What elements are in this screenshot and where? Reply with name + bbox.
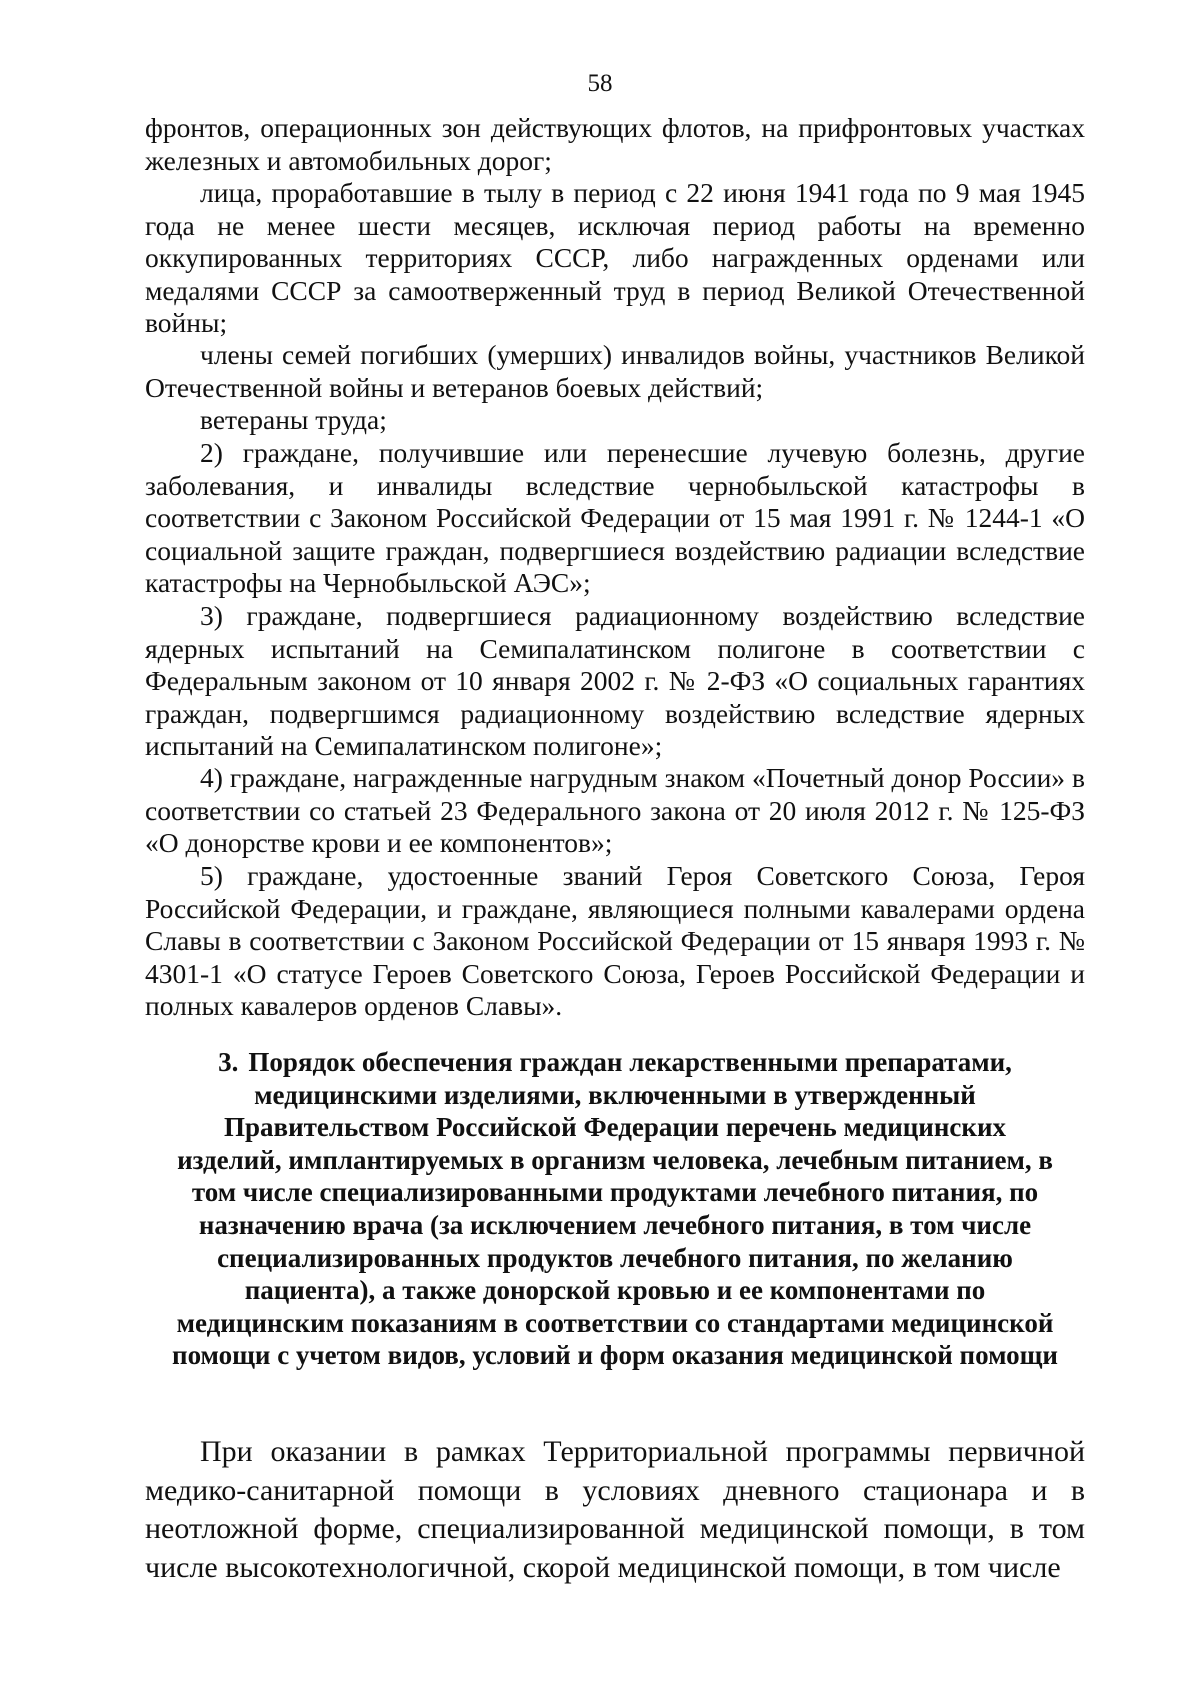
paragraph-block [145,762,1085,860]
paragraph: 5) граждане, удостоенные званий Героя Советского Союза, Героя Российской Федерации, и граждане, являющиеся полными кавалерами ордена Славы в соответствии с Законом Российской Федерации от 15 января 1993 г. № 4301-1 «О статусе Героев Советского Союза, Героев Российской Федерации и полных кавалеров орденов Славы». [145,860,1085,1021]
paragraph-block [145,404,1085,437]
paragraph-block [145,177,1085,340]
paragraph: члены семей погибших (умерших) инвалидов войны, участников Великой Отечественной войны и ветеранов боевых действий; [145,339,1085,403]
paragraph: фронтов, операционных зон действующих флотов, на прифронтовых участках железных и автомобильных дорог; [145,112,1085,176]
paragraph: ветераны труда; [200,404,387,435]
paragraph-block [145,1433,1085,1587]
paragraph: 3) граждане, подвергшиеся радиационному воздействию вследствие ядерных испытаний на Семипалатинском полигоне в соответствии с Федеральным законом от 10 января 2002 г. № 2-ФЗ «О социальных гарантиях граждан, подвергшимся радиационному воздействию вследствие ядерных испытаний на Семипалатинском полигоне»; [145,600,1085,761]
paragraph-block [145,600,1085,763]
paragraph: 4) граждане, награжденные нагрудным знаком «Почетный донор России» в соответствии со статьей 23 Федерального закона от 20 июля 2012 г. № 125-ФЗ «О донорстве крови и ее компонентов»; [145,762,1085,858]
section-number: 3. [218,1047,239,1077]
paragraph-block [145,339,1085,404]
paragraph-block [145,112,1085,177]
paragraph-block [145,437,1085,600]
section-heading [170,1046,1060,1372]
page-number: 58 [587,70,613,97]
section-title: Порядок обеспечения граждан лекарственными препаратами, медицинскими изделиями, включенными в утвержденный Правительством Российской Федерации перечень медицинских изделий, имплантируемых в организм человека, лечебным питанием, в том числе специализированными продуктами лечебного питания, по назначению врача (за исключением лечебного питания, в том числе специализированных продуктов лечебного питания, по желанию пациента), а также донорской кровью и ее компонентами по медицинским показаниям в соответствии со стандартами медицинской помощи с учетом видов, условий и форм оказания медицинской помощи [172,1047,1058,1371]
paragraph: лица, проработавшие в тылу в период с 22 июня 1941 года по 9 мая 1945 года не менее шести месяцев, исключая период работы на временно оккупированных территориях СССР, либо награжденных орденами или медалями СССР за самоотверженный труд в период Великой Отечественной войны; [145,177,1085,338]
paragraph: 2) граждане, получившие или перенесшие лучевую болезнь, другие заболевания, и инвалиды вследствие чернобыльской катастрофы в соответствии с Законом Российской Федерации от 15 мая 1991 г. № 1244-1 «О социальной защите граждан, подвергшиеся воздействию радиации вследствие катастрофы на Чернобыльской АЭС»; [145,437,1085,598]
paragraph-block [145,860,1085,1023]
final-paragraph: При оказании в рамках Территориальной программы первичной медико-санитарной помощи в условиях дневного стационара и в неотложной форме, специализированной медицинской помощи, в том числе высокотехнологичной, скорой медицинской помощи, в том числе [145,1435,1085,1584]
